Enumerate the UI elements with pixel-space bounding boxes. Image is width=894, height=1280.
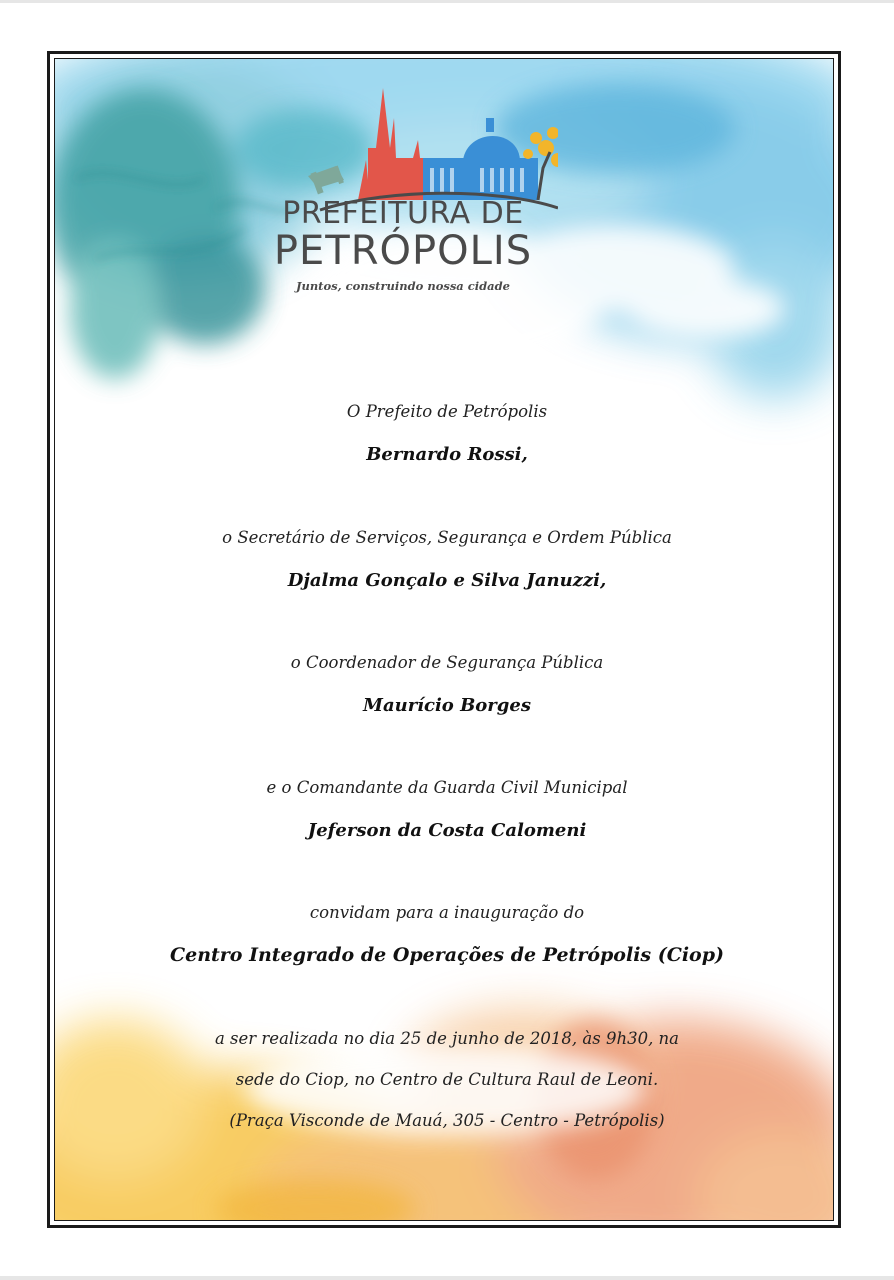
mayor-name: Bernardo Rossi, [366, 444, 528, 465]
address: (Praça Visconde de Mauá, 305 - Centro - Petrópolis) [229, 1111, 665, 1130]
details-line-1: a ser realizada no dia 25 de junho de 2018, às 9h30, na [214, 1029, 680, 1048]
logo-line-2: PETRÓPOLIS [273, 228, 533, 274]
bottom-edge [0, 1276, 894, 1280]
commander-name: Jeferson da Costa Calomeni [307, 820, 587, 841]
commander-title: e o Comandante da Guarda Civil Municipal [266, 778, 628, 797]
logo-tagline: Juntos, construindo nossa cidade [296, 279, 510, 293]
invite-text: convidam para a inauguração do [309, 903, 585, 922]
secretary-title: o Secretário de Serviços, Segurança e Ordem Pública [222, 528, 672, 547]
logo-line-1: PREFEITURA DE [282, 196, 524, 231]
details-line-2: sede do Ciop, no Centro de Cultura Raul de Leoni. [235, 1070, 659, 1089]
mayor-title: O Prefeito de Petrópolis [346, 402, 548, 421]
coordinator-name: Maurício Borges [363, 695, 531, 716]
secretary-name: Djalma Gonçalo e Silva Januzzi, [287, 570, 607, 591]
coordinator-title: o Coordenador de Segurança Pública [290, 653, 604, 672]
event-name: Centro Integrado de Operações de Petrópolis (Ciop) [169, 944, 724, 966]
